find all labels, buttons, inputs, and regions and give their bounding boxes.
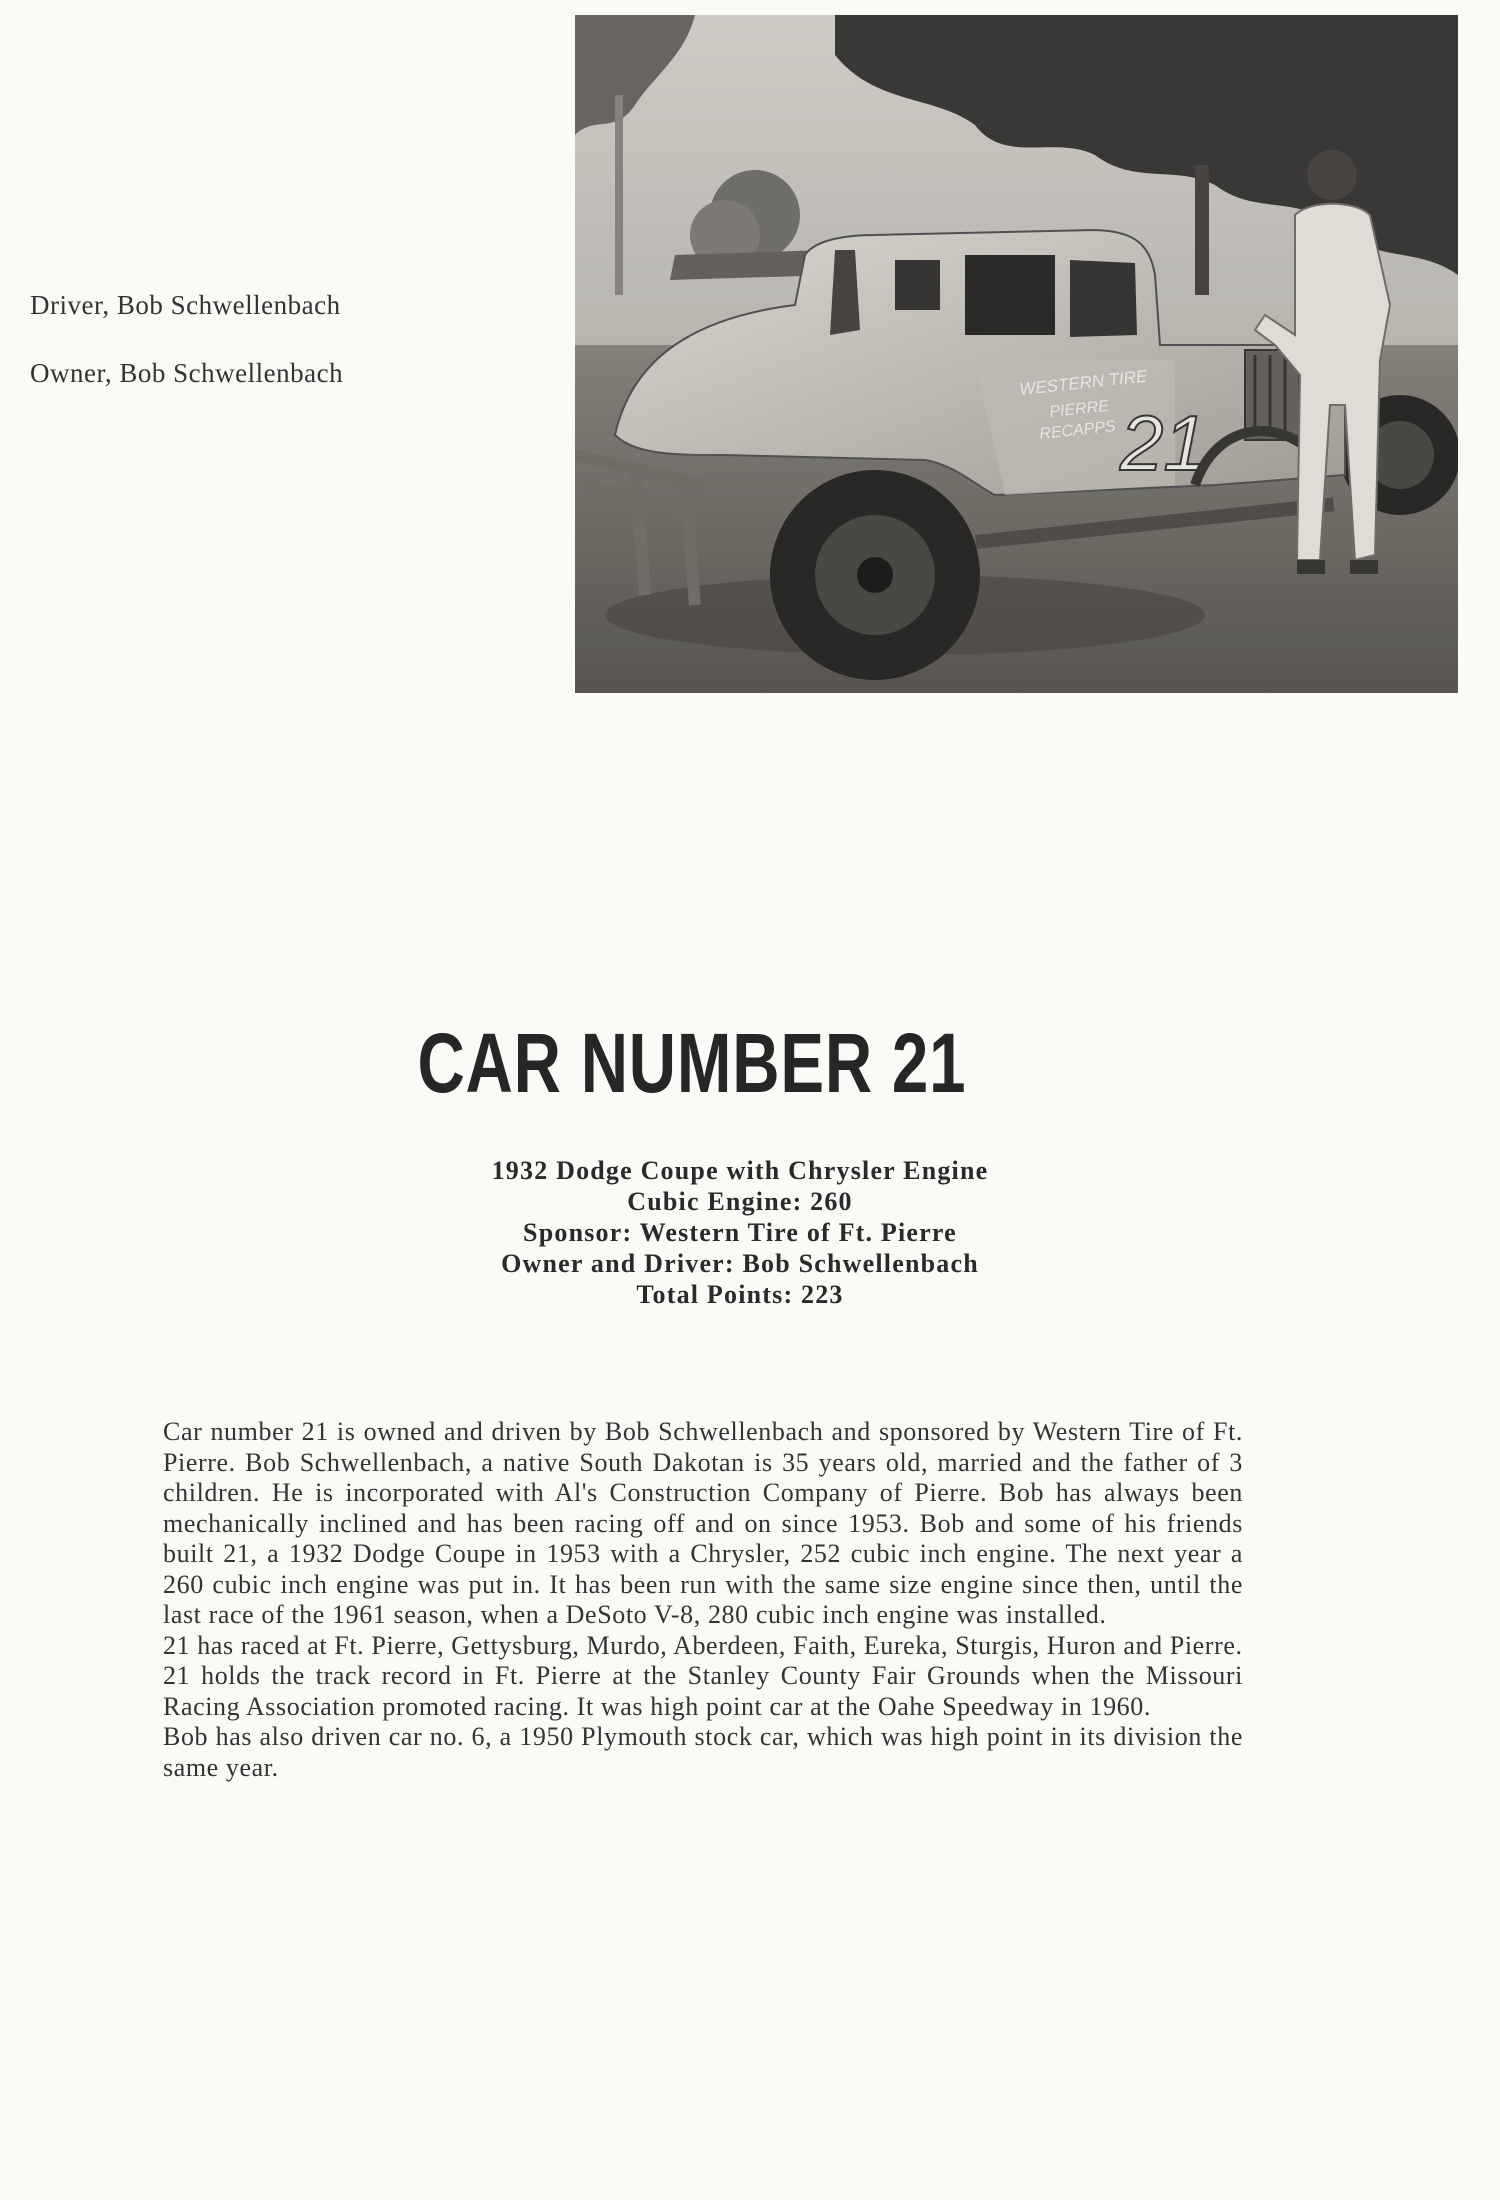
race-car-photo xyxy=(575,15,1458,693)
story-paragraph: Car number 21 is owned and driven by Bob Schwellenbach and sponsored by Western Tire of Ft. Pierre. Bob Schwellenbach, a native South Dakotan is 35 years old, married and the father of 3 children. He is incorporated with Al's Construction Company of Pierre. Bob has always been mechanically inclined and has been racing off and on since 1953. Bob and some of his friends built 21, a 1932 Dodge Coupe in 1953 with a Chrysler, 252 cubic inch engine. The next year a 260 cubic inch engine was put in. It has been run with the same size engine since then, until the last race of the 1961 season, when a DeSoto V-8, 280 cubic inch engine was installed. xyxy=(163,1417,1243,1629)
spec-sponsor: Sponsor: Western Tire of Ft. Pierre xyxy=(523,1218,957,1247)
page-title: CAR NUMBER 21 xyxy=(417,1016,967,1110)
story-paragraph: Bob has also driven car no. 6, a 1950 Plymouth stock car, which was high point in its division the same year. xyxy=(163,1722,1243,1782)
story-paragraph: 21 has raced at Ft. Pierre, Gettysburg, Murdo, Aberdeen, Faith, Eureka, Sturgis, Huron and Pierre. xyxy=(163,1630,1243,1660)
car-number-on-door: 21 xyxy=(1120,399,1207,487)
spec-total-points: Total Points: 223 xyxy=(636,1280,844,1309)
car-lettering-line-3: RECAPPS xyxy=(1038,418,1117,443)
spec-engine: Cubic Engine: 260 xyxy=(627,1187,853,1216)
spec-model: 1932 Dodge Coupe with Chrysler Engine xyxy=(491,1156,989,1185)
car-specs xyxy=(300,1155,1180,1310)
spec-owner-driver: Owner and Driver: Bob Schwellenbach xyxy=(501,1249,979,1278)
car-lettering-line-1: WESTERN TIRE xyxy=(1018,366,1149,399)
car-lettering-line-2: PIERRE xyxy=(1048,397,1110,421)
car-story xyxy=(163,1417,1243,1783)
owner-credit: Owner, Bob Schwellenbach xyxy=(30,358,344,388)
story-paragraph: 21 holds the track record in Ft. Pierre at the Stanley County Fair Grounds when the Missouri Racing Association promoted racing. It was high point car at the Oahe Speedway in 1960. xyxy=(163,1661,1243,1721)
credits-block xyxy=(30,290,343,426)
driver-credit: Driver, Bob Schwellenbach xyxy=(30,290,341,320)
race-car-photo-drawing xyxy=(575,15,1458,693)
